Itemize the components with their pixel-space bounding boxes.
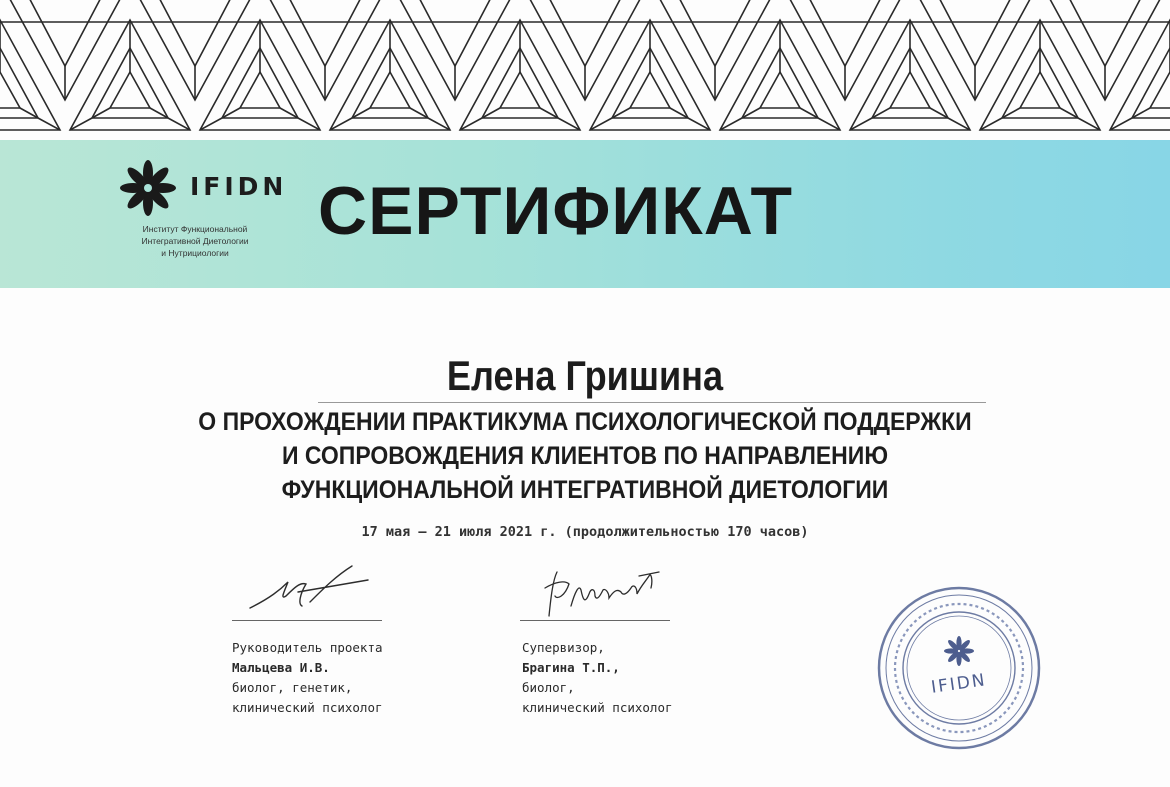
signature-1 xyxy=(240,562,380,618)
institute-name xyxy=(100,223,290,259)
signatory-2-title-2: клинический психолог xyxy=(522,700,673,715)
signature-line-1 xyxy=(232,620,382,621)
recipient-name: Елена Гришина xyxy=(446,352,724,399)
geometric-pattern xyxy=(0,0,1170,140)
signatory-2 xyxy=(522,638,673,718)
signatory-1-title-1: биолог, генетик, xyxy=(232,680,353,695)
asterisk-logo-icon xyxy=(118,158,178,218)
institute-line-3: и Нутрициологии xyxy=(161,248,229,258)
signatory-1-name: Мальцева И.В. xyxy=(232,660,330,675)
signatory-1-role: Руководитель проекта xyxy=(232,640,383,655)
signatory-2-role: Супервизор, xyxy=(522,640,605,655)
signatory-1 xyxy=(232,638,383,718)
institute-line-2: Интегративной Диетологии xyxy=(141,236,249,246)
description-line-3: ФУНКЦИОНАЛЬНОЙ ИНТЕГРАТИВНОЙ ДИЕТОЛОГИИ xyxy=(281,476,889,504)
course-dates: 17 мая – 21 июля 2021 г. (продолжительностью 170 часов) xyxy=(361,524,809,540)
description-line-1: О ПРОХОЖДЕНИИ ПРАКТИКУМА ПСИХОЛОГИЧЕСКОЙ ПОДДЕРЖКИ xyxy=(198,408,972,436)
logo-text: IFIDN xyxy=(190,172,288,201)
description-line-2: И СОПРОВОЖДЕНИЯ КЛИЕНТОВ ПО НАПРАВЛЕНИЮ xyxy=(281,442,889,470)
signatory-2-title-1: биолог, xyxy=(522,680,575,695)
pattern-row xyxy=(0,0,1170,130)
signatory-2-name: Брагина Т.П., xyxy=(522,660,620,675)
seal-logo-text: IFIDN xyxy=(929,670,988,698)
signature-2 xyxy=(535,566,675,622)
company-seal xyxy=(876,585,1042,751)
certificate-title: СЕРТИФИКАТ xyxy=(318,173,794,249)
name-underline xyxy=(318,402,986,403)
signatory-1-title-2: клинический психолог xyxy=(232,700,383,715)
institute-line-1: Институт Функциональной xyxy=(142,224,248,234)
signature-line-2 xyxy=(520,620,670,621)
